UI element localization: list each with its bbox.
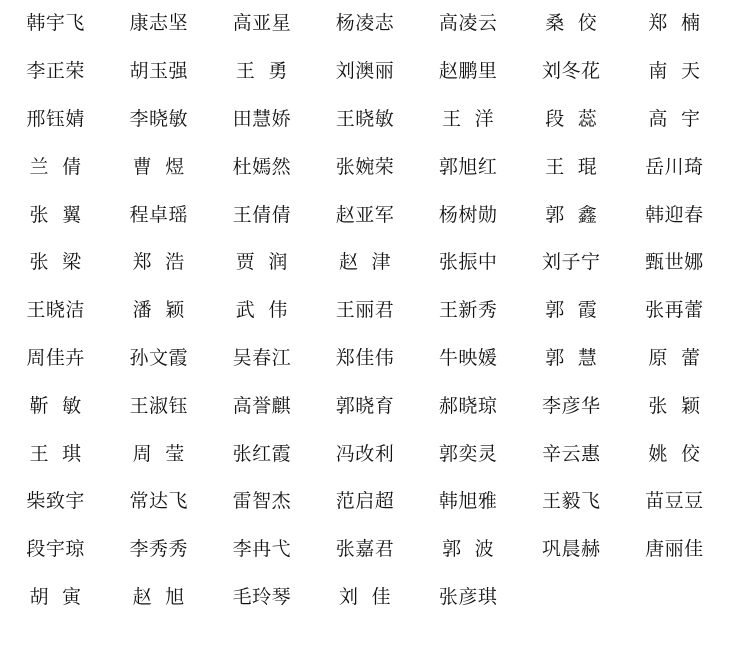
name-cell: 潘 颖 [132,299,185,322]
name-cell: 段 蕊 [545,107,598,130]
name-cell: 韩旭雅 [438,490,498,513]
name-cell: 郭 鑫 [545,203,598,226]
name-cell: 程卓瑶 [129,203,188,226]
name-cell: 冯改利 [335,442,395,465]
name-cell: 刘 佳 [338,585,392,608]
name-cell: 周佳卉 [26,346,85,369]
name-cell: 苗豆豆 [645,490,704,513]
name-cell: 王新秀 [438,299,498,322]
name-cell: 赵鹏里 [438,60,498,83]
name-cell: 郑佳伟 [335,346,395,369]
name-cell: 常达飞 [129,490,188,513]
name-cell: 高凌云 [438,12,498,35]
name-cell: 张红霞 [232,442,292,465]
name-cell: 王 勇 [235,60,288,83]
name-cell: 郭奕灵 [438,442,498,465]
name-cell: 张嘉君 [335,538,395,561]
name-cell: 张 颖 [648,394,701,417]
name-cell: 王 洋 [442,107,495,130]
name-cell: 范启超 [335,490,395,513]
name-cell: 王丽君 [335,299,395,322]
name-cell: 唐丽佳 [645,538,704,561]
name-cell: 韩迎春 [645,203,704,226]
name-cell: 段宇琼 [26,538,85,561]
name-cell: 贾 润 [235,251,288,274]
name-cell: 张彦琪 [438,585,498,608]
name-cell: 甄世娜 [645,251,704,274]
name-cell: 兰 倩 [29,155,82,178]
name-cell: 郭旭红 [438,155,498,178]
name-cell: 张再蕾 [645,299,704,322]
name-cell: 邢钰婧 [26,107,85,130]
name-cell: 赵 旭 [132,585,185,608]
name-cell: 姚 佼 [648,442,701,465]
name-cell: 郭 慧 [545,346,598,369]
name-cell: 胡 寅 [29,585,82,608]
name-cell: 张 梁 [29,251,82,274]
name-cell: 张振中 [438,251,498,274]
name-cell: 王晓洁 [26,299,85,322]
name-cell: 王倩倩 [232,203,292,226]
name-cell: 柴致宇 [26,490,85,513]
name-cell: 辛云惠 [542,442,601,465]
name-cell: 李秀秀 [129,538,188,561]
name-cell: 郭 波 [442,538,495,561]
name-cell: 高誉麒 [232,394,292,417]
name-cell: 杨凌志 [335,12,395,35]
name-cell: 杨树勋 [438,203,498,226]
name-cell: 高亚星 [232,12,292,35]
name-cell: 郭 霞 [545,299,598,322]
name-cell: 巩晨赫 [542,538,601,561]
name-cell: 毛玲琴 [232,585,292,608]
name-cell: 郑 楠 [648,12,701,35]
name-cell: 南 天 [648,60,701,83]
name-cell: 曹 煜 [132,155,185,178]
name-cell: 高 宇 [648,107,701,130]
name-cell: 雷智杰 [232,490,292,513]
name-cell: 胡玉强 [129,60,188,83]
name-cell: 原 蕾 [648,346,701,369]
name-cell: 王 琨 [545,155,598,178]
name-cell: 桑 佼 [545,12,598,35]
name-cell: 李晓敏 [129,107,188,130]
name-cell: 李正荣 [26,60,85,83]
name-cell: 李冉弋 [232,538,292,561]
name-cell: 郭晓育 [335,394,395,417]
name-cell: 王毅飞 [542,490,601,513]
name-cell: 韩宇飞 [26,12,85,35]
name-cell: 郑 浩 [132,251,185,274]
name-cell: 刘澳丽 [335,60,395,83]
name-cell: 张 翼 [29,203,82,226]
name-cell: 张婉荣 [335,155,395,178]
name-cell: 李彦华 [542,394,601,417]
name-cell: 武 伟 [235,299,288,322]
name-cell: 赵亚军 [335,203,395,226]
name-cell: 赵 津 [338,251,392,274]
name-cell: 康志坚 [129,12,188,35]
name-cell: 王淑钰 [129,394,188,417]
name-cell: 郝晓琼 [438,394,498,417]
name-cell: 王 琪 [29,442,82,465]
name-cell: 王晓敏 [335,107,395,130]
name-cell: 吴春江 [232,346,292,369]
name-cell: 田慧娇 [232,107,292,130]
name-cell: 靳 敏 [29,394,82,417]
name-cell: 刘子宁 [542,251,601,274]
name-cell: 周 莹 [132,442,185,465]
name-cell: 杜嫣然 [232,155,292,178]
name-cell: 牛映媛 [438,346,498,369]
name-cell: 孙文霞 [129,346,188,369]
name-cell: 刘冬花 [542,60,601,83]
name-cell: 岳川琦 [645,155,704,178]
